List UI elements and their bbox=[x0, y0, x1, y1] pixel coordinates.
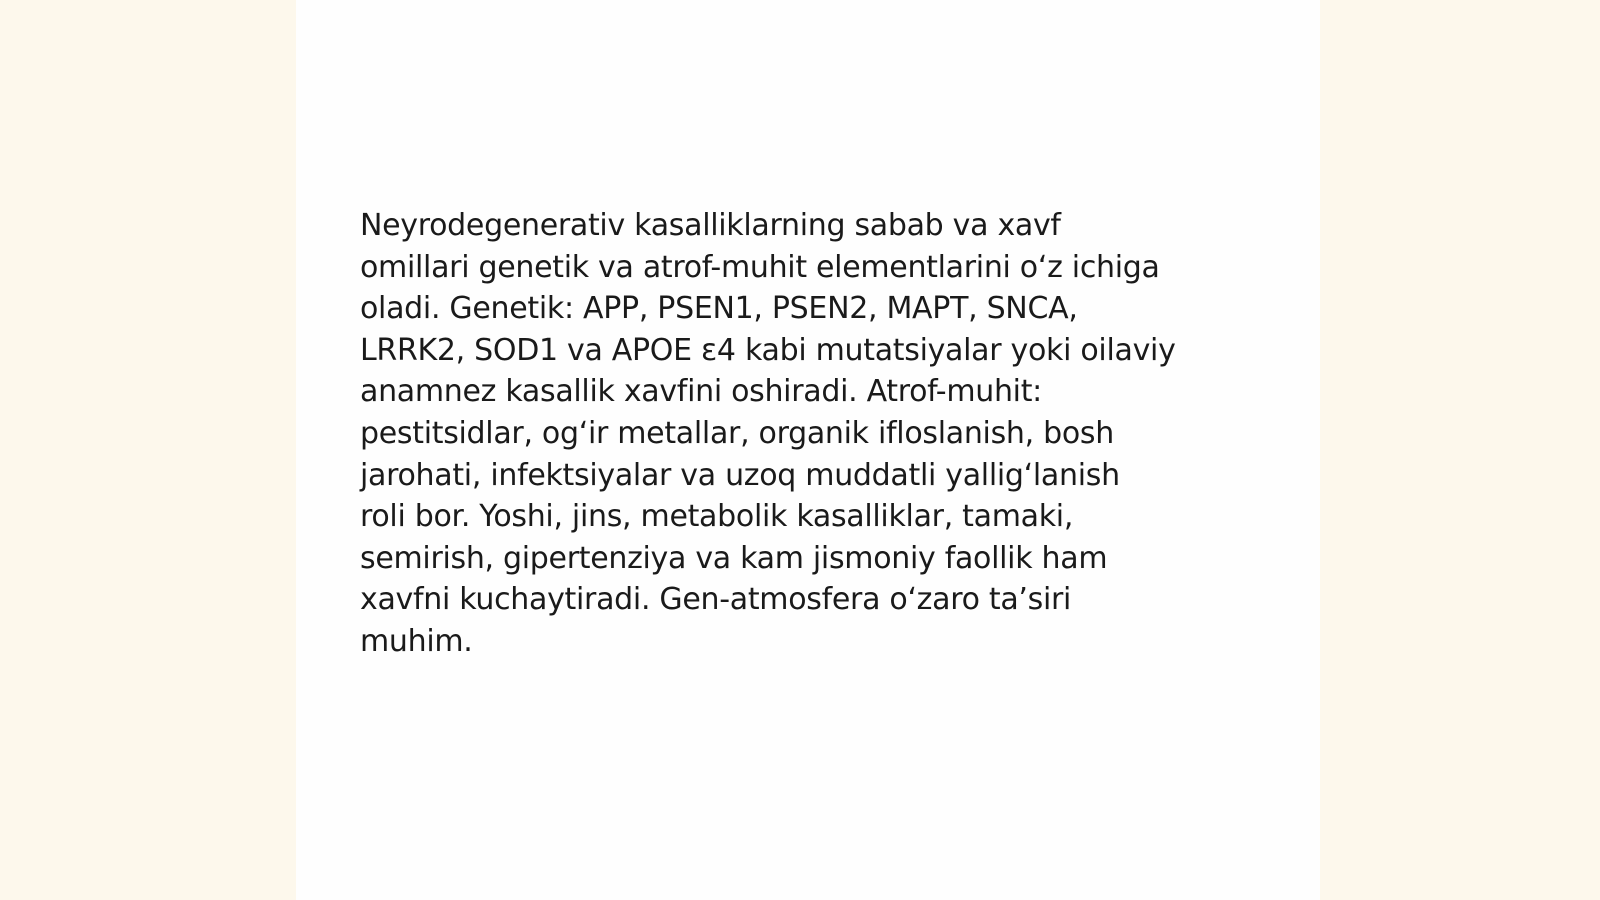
text-line: omillari genetik va atrof-muhit elementlarini o‘z ichiga bbox=[360, 249, 1160, 285]
text-line: oladi. Genetik: APP, PSEN1, PSEN2, MAPT, SNCA, bbox=[360, 291, 1078, 327]
text-line: anamnez kasallik xavfini oshiradi. Atrof-muhit: bbox=[360, 374, 1042, 410]
slide-body-text bbox=[360, 205, 1260, 663]
text-line: Neyrodegenerativ kasalliklarning sabab va xavf bbox=[360, 208, 1061, 243]
slide-canvas bbox=[296, 0, 1320, 900]
text-line: pestitsidlar, og‘ir metallar, organik ifloslanish, bosh bbox=[360, 415, 1114, 451]
text-line: LRRK2, SOD1 va APOE ε4 kabi mutatsiyalar yoki oilaviy bbox=[360, 332, 1176, 368]
text-line: jarohati, infektsiyalar va uzoq muddatli yallig‘lanish bbox=[360, 457, 1120, 493]
text-line: roli bor. Yoshi, jins, metabolik kasalliklar, tamaki, bbox=[360, 499, 1074, 535]
text-line: muhim. bbox=[360, 623, 473, 659]
text-line: semirish, gipertenziya va kam jismoniy faollik ham bbox=[360, 540, 1108, 576]
text-line: xavfni kuchaytiradi. Gen-atmosfera o‘zaro ta’siri bbox=[360, 582, 1072, 618]
